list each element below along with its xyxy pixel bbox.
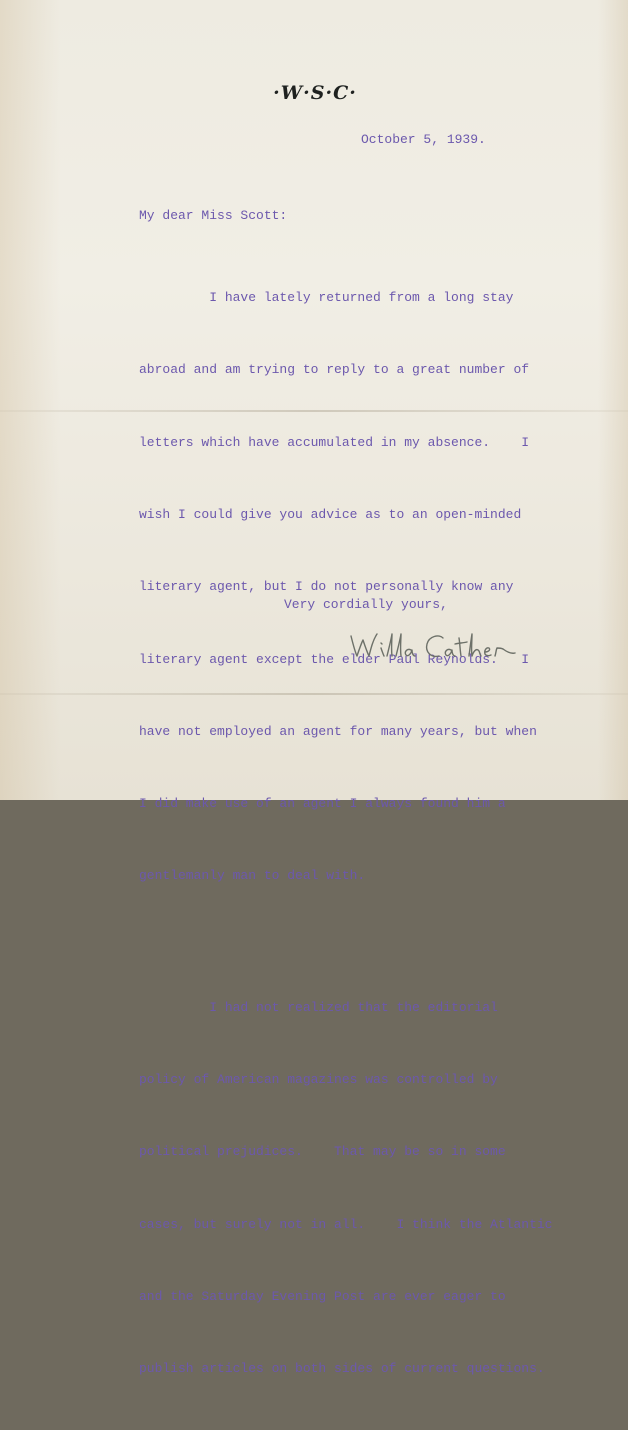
paper-stain-right xyxy=(598,0,628,800)
body-line: cases, but surely not in all. I think the Atlantic xyxy=(139,1216,553,1232)
body-line: abroad and am trying to reply to a great number of xyxy=(139,362,530,378)
body-line: gentlemanly man to deal with. xyxy=(139,868,366,884)
body-line: political prejudices. That may be so in some xyxy=(139,1144,506,1160)
body-line: literary agent, but I do not personally know any xyxy=(139,579,514,595)
paper-stain-left xyxy=(0,0,60,800)
body-line: wish I could give you advice as to an open-minded xyxy=(139,507,522,523)
letter-body xyxy=(139,238,552,1430)
body-line: I did make use of an agent I always found him a xyxy=(139,796,506,812)
letter-date: October 5, 1939. xyxy=(361,132,486,147)
body-line: I have lately returned from a long stay xyxy=(139,290,514,306)
letter-salutation: My dear Miss Scott: xyxy=(139,208,288,223)
body-line: literary agent except the elder Paul Reynolds. I xyxy=(139,651,530,667)
letterhead-monogram: ·W·S·C· xyxy=(273,82,357,104)
body-line: letters which have accumulated in my absence. I xyxy=(139,434,530,450)
handwritten-signature xyxy=(345,626,520,666)
body-line: publish articles on both sides of current questions. xyxy=(139,1361,545,1377)
body-line: have not employed an agent for many years, but when xyxy=(139,723,537,739)
body-line: and the Saturday Evening Post are ever eager to xyxy=(139,1289,506,1305)
body-line: I had not realized that the editorial xyxy=(139,999,498,1015)
paragraph-gap xyxy=(139,937,552,948)
letter-closing: Very cordially yours, xyxy=(284,597,448,612)
body-line: policy of American magazines was controlled by xyxy=(139,1072,498,1088)
